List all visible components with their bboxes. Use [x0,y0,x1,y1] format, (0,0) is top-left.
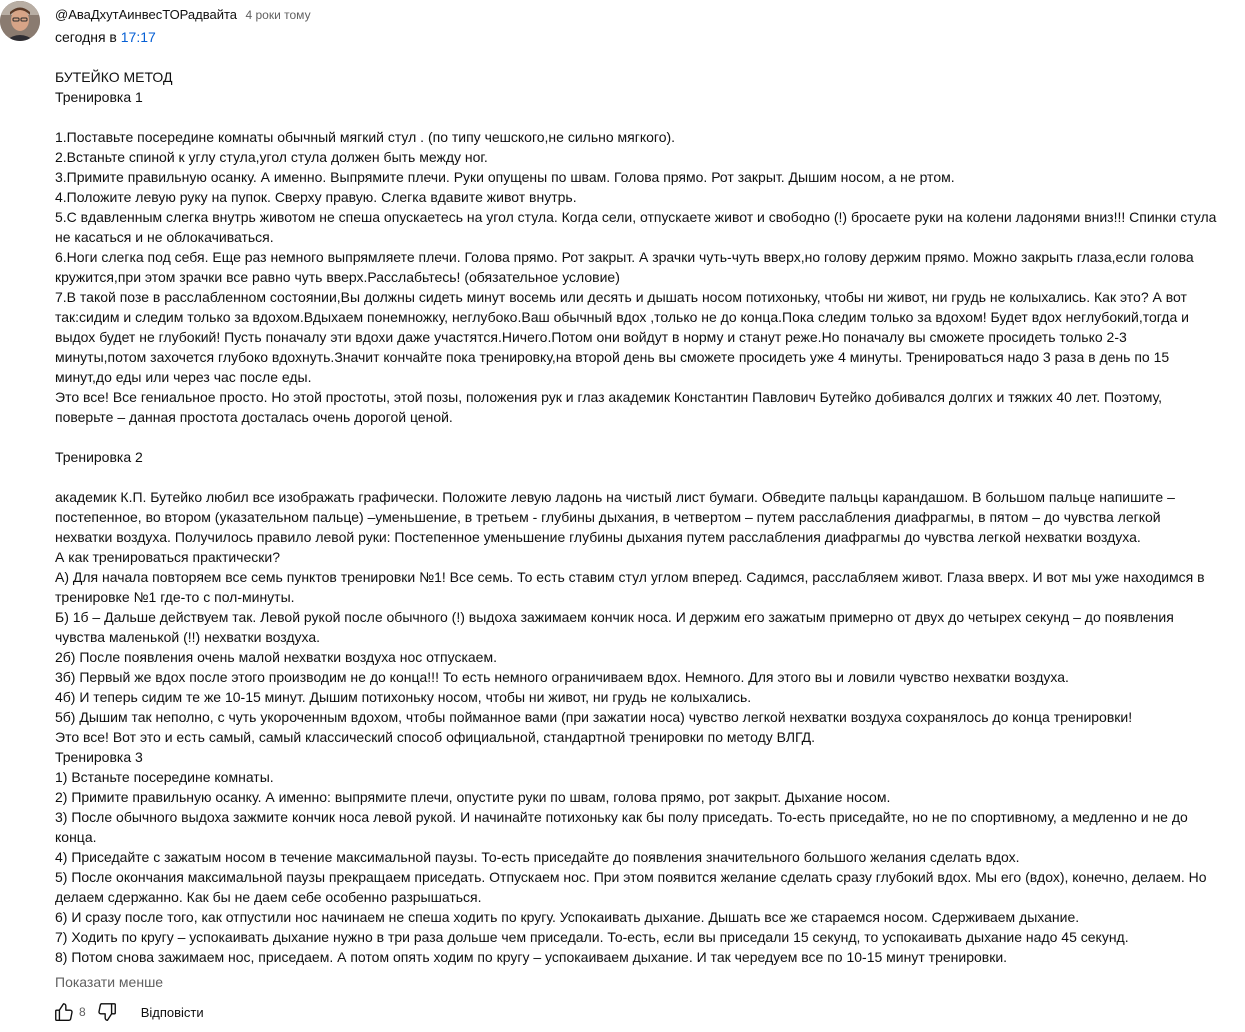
dislike-button[interactable] [95,1000,119,1024]
comment-line [55,47,1237,67]
timestamp-link[interactable]: 17:17 [120,29,156,45]
comment-line: 3б) Первый же вдох после этого производим не до конца!!! То есть немного ограничиваем вдох. Немного. Для этого вы и ловили чувство нехватки воздуха. [55,669,1069,685]
comment-line [55,427,1237,447]
comment-line [55,107,1237,127]
comment-line: 2б) После появления очень малой нехватки воздуха нос отпускаем. [55,649,497,665]
comment-line: академик К.П. Бутейко любил все изображать графически. Положите левую ладонь на чистый лист бумаги. Обведите пальцы карандашом. В большом пальце напишите – [55,489,1175,505]
comment-actions [52,1000,204,1024]
comment-body [55,27,1237,967]
comment-line: конца. [55,829,97,845]
intro-text: сегодня в [55,29,121,45]
comment-line: делаем сдержанно. Как бы не даем себе особенно разрышаться. [55,889,482,905]
comment-line: Тренировка 3 [55,749,143,765]
comment-line: 1.Поставьте посередине комнаты обычный мягкий стул . (по типу чешского,не сильно мягкого). [55,129,676,145]
comment-line: 2) Примите правильную осанку. А именно: выпрямите плечи, опустите руки по швам, голова прямо, рот закрыт. Дыхание носом. [55,789,891,805]
comment-line: 4.Положите левую руку на пупок. Сверху правую. Слегка вдавите живот внутрь. [55,189,577,205]
thumbs-down-icon [96,1001,118,1023]
comment-line: тренировке №1 где-то с пол-минуты. [55,589,295,605]
comment-line: поверьте – данная простота досталась очень дорогой ценой. [55,409,453,425]
comment-line: так:сидим и следим только за вдохом.Вдыхаем понемножку, неглубоко.Ваш обычный вдох ,только не до конца.Пока следим только за вдохом! Будет вдох неглубокий,тогда и [55,309,1189,325]
comment-line: 3.Примите правильную осанку. А именно. Выпрямите плечи. Руки опущены по швам. Голова прямо. Рот закрыт. Дышим носом, а не ртом. [55,169,955,185]
comment-line: минут,до еды или через час после еды. [55,369,312,385]
comment-line: 6) И сразу после того, как отпустили нос начинаем не спеша ходить по кругу. Успокаивать дыхание. Дышать все же стараемся носом. Сдерживаем дыхание. [55,909,1080,925]
thumbs-up-icon [53,1001,75,1023]
comment-line: чувства маленькой (!!) нехватки воздуха. [55,629,321,645]
reply-button[interactable]: Відповісти [140,1004,204,1020]
comment-line: 1) Встаньте посередине комнаты. [55,769,274,785]
comment-line: 5.С вдавленным слегка внутрь животом не спеша опускаетесь на угол стула. Когда сели, отпускаете живот и свободно (!) бросаете руки на колени ладонями вниз!!! Спинки стула [55,209,1217,225]
comment-line: Это все! Все гениальное просто. Но этой простоты, этой позы, положения рук и глаз академик Константин Павлович Бутейко добивался долгих и тяжких 40 лет. Поэтому, [55,389,1162,405]
comment-line: 5) После окончания максимальной паузы прекращаем приседать. Отпускаем нос. При этом появится желание сделать сразу глубокий вдох. Мы его (вдох), конечно, делаем. Но [55,869,1207,885]
comment-line: 7) Ходить по кругу – успокаивать дыхание нужно в три раза дольше чем приседали. То-есть, если вы приседали 15 секунд, то успокаивать дыхание надо 45 секунд. [55,929,1129,945]
comment-header [55,6,311,24]
comment-line: нехватки воздуха. Получилось правило левой руки: Постепенное уменьшение глубины дыхания путем расслабления диафрагмы до чувства легкой нехватки воздуха. [55,529,1141,545]
avatar[interactable] [0,1,40,41]
comment-line: Это все! Вот это и есть самый, самый классический способ официальной, стандартной тренировки по методу ВЛГД. [55,729,816,745]
comment-time[interactable]: 4 роки тому [245,8,311,22]
comment-line: 6.Ноги слегка под себя. Еще раз немного выпрямляете плечи. Голова прямо. Рот закрыт. А зрачки чуть-чуть вверх,но голову держим прямо. Можно закрыть глаза,если голова [55,249,1194,265]
comment-line: 5б) Дышим так неполно, с чуть укороченным вдохом, чтобы пойманное вами (при зажатии носа) чувство легкой нехватки воздуха сохранялось до конца тренировки! [55,709,1133,725]
show-less-button[interactable]: Показати менше [55,974,164,990]
comment-line: минуты,потом захочется глубоко вдохнуть.Значит кончайте пока тренировку,на второй день вы сможете просидеть уже 4 минуты. Тренироваться надо 3 раза в день по 15 [55,349,1170,365]
comment-line: БУТЕЙКО МЕТОД [55,69,173,85]
comment-line [55,27,1237,47]
comment-line: Б) 1б – Дальше действуем так. Левой рукой после обычного (!) выдоха зажимаем кончик носа. И держим его зажатым примерно от двух до четырех секунд – до появления [55,609,1174,625]
comment-line: А) Для начала повторяем все семь пунктов тренировки №1! Все семь. То есть ставим стул углом вперед. Садимся, расслабляем живот. Глаза вверх. И вот мы уже находимся в [55,569,1205,585]
comment-line: не касаться и не облокачиваться. [55,229,274,245]
comment-line: кружится,при этом зрачки все равно чуть вверх.Расслабьтесь! (обязательное условие) [55,269,620,285]
comment-line: 2.Встаньте спиной к углу стула,угол стула должен быть между ног. [55,149,488,165]
comment-line: 8) Потом снова зажимаем нос, приседаем. А потом опять ходим по кругу – успокаиваем дыхание. И так чередуем все по 10-15 минут тренировки. [55,949,1008,965]
comment-text [55,47,1237,967]
comment-line: А как тренироваться практически? [55,549,280,565]
comment-line: Тренировка 2 [55,449,143,465]
comment-line: 4) Приседайте с зажатым носом в течение максимальной паузы. То-есть приседайте до появления значительного большого желания сделать вдох. [55,849,1020,865]
like-button[interactable] [52,1000,76,1024]
comment-line: 3) После обычного выдоха зажмите кончик носа левой рукой. И начинайте потихоньку как бы полу приседать. То-есть приседайте, но не по спортивному, а медленно и не до [55,809,1188,825]
comment-line: 4б) И теперь сидим те же 10-15 минут. Дышим потихоньку носом, чтобы ни живот, ни грудь не колыхались. [55,689,752,705]
comment-line: Тренировка 1 [55,89,143,105]
comment-line: постепенное, во втором (указательном пальце) –уменьшение, в третьем - глубины дыхания, в четвертом – путем расслабления диафрагмы, в пятом – до чувства легкой [55,509,1161,525]
comment-line: выдох будет не глубокий! Пусть поначалу эти вдохи даже участятся.Ничего.Потом они войдут в норму и станут реже.Но поначалу вы сможете просидеть только 2-3 [55,329,1127,345]
like-count: 8 [79,1005,86,1019]
comment-line [55,467,1237,487]
comment-line: 7.В такой позе в расслабленном состоянии,Вы должны сидеть минут восемь или десять и дышать носом потихоньку, чтобы ни живот, ни грудь не колыхались. Как это? А вот [55,289,1187,305]
author-name[interactable]: @АваДхутАинвесТОРадвайта [55,7,238,22]
